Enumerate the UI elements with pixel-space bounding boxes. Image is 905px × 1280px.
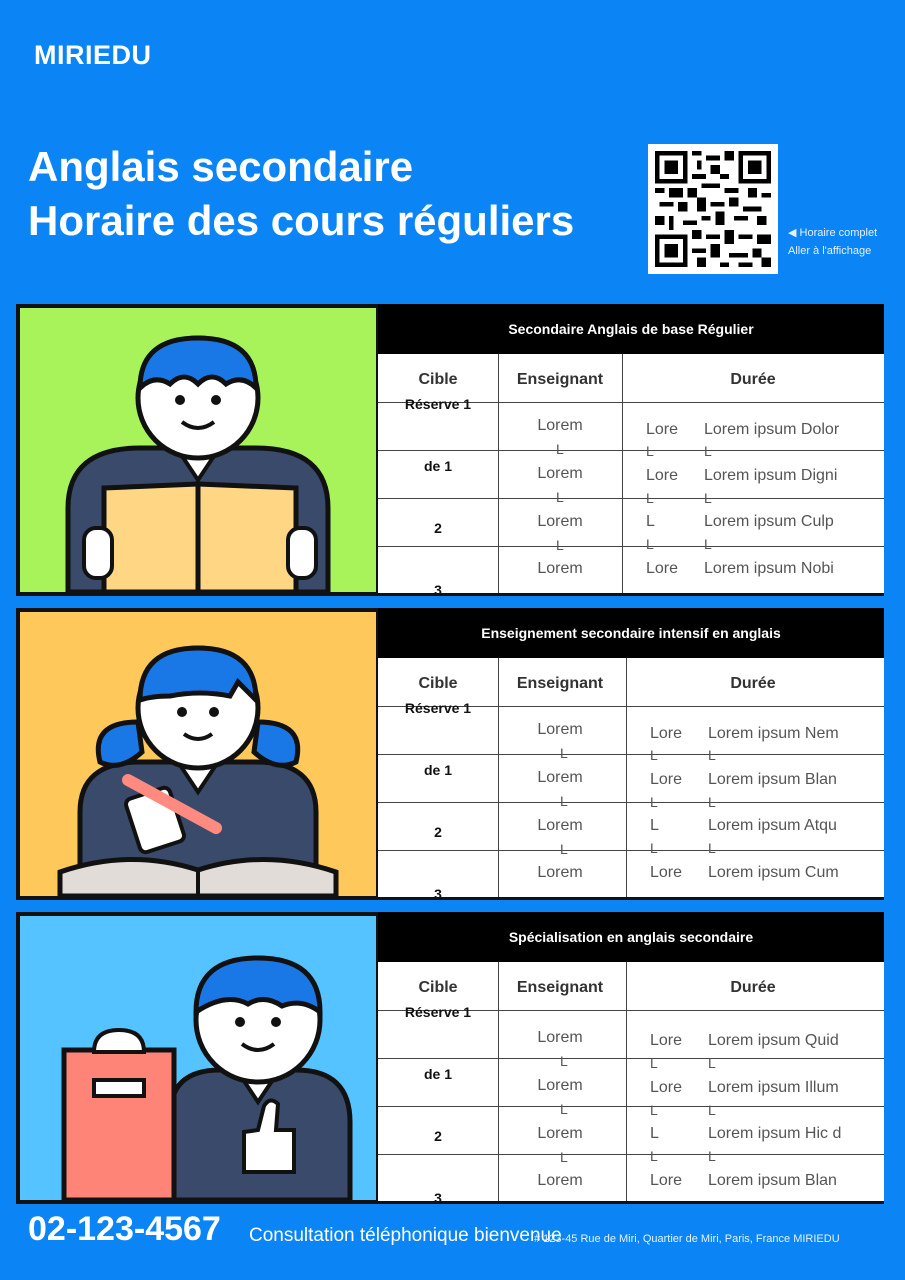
thumbs-up-student-icon (20, 916, 376, 1200)
qr-code[interactable] (648, 144, 778, 274)
address: # 123-45 Rue de Miri, Quartier de Miri, Paris, France MIRIEDU (534, 1233, 840, 1245)
row-target: Réserve 1 (404, 700, 472, 716)
row-teacher: Lorem (537, 1125, 583, 1142)
divider (378, 546, 884, 547)
row-target: de 1 (423, 1066, 452, 1082)
divider (378, 754, 884, 755)
divider (378, 498, 884, 499)
ghost-mark: L (704, 443, 712, 459)
ghost-mark: L (708, 1055, 716, 1071)
ghost-mark: L (556, 489, 564, 505)
schedule-table-3 (378, 912, 884, 1204)
qr-note[interactable] (788, 224, 877, 260)
row-target: 2 (434, 1128, 442, 1144)
row-duration: Lorem ipsum Hic d (708, 1125, 842, 1142)
row-target: 3 (434, 886, 442, 902)
column-header-duration: Durée (730, 371, 776, 388)
column-header-target: Cible (418, 979, 458, 996)
contact-phone[interactable]: 02-123-4567 (28, 1210, 221, 1248)
row-teacher: Lorem (537, 417, 583, 434)
row-target: 2 (434, 520, 442, 536)
title-line-2: Horaire des cours réguliers (28, 197, 575, 244)
table-heading: Secondaire Anglais de base Régulier (378, 304, 884, 354)
divider (626, 658, 627, 897)
row-duration: Lorem ipsum Digni (704, 467, 838, 484)
row-duration-short: Lore (646, 560, 679, 577)
ghost-mark: L (708, 747, 716, 763)
ghost-mark: L (650, 840, 658, 856)
ghost-mark: L (646, 490, 654, 506)
row-duration: Lorem ipsum Blan (708, 771, 837, 788)
divider (626, 962, 627, 1201)
row-duration-short: Lore (650, 1079, 683, 1096)
column-header-duration: Durée (730, 675, 776, 692)
row-target: Réserve 1 (404, 396, 472, 412)
divider (378, 850, 884, 851)
table-heading: Spécialisation en anglais secondaire (378, 912, 884, 962)
illustration-writing-student (16, 608, 380, 900)
divider (378, 802, 884, 803)
ghost-mark: L (646, 536, 654, 552)
ghost-mark: L (650, 1148, 658, 1164)
row-teacher: Lorem (537, 721, 583, 738)
ghost-mark: L (650, 1102, 658, 1118)
consultation-note: Consultation téléphonique bienvenue (249, 1225, 562, 1246)
row-target: de 1 (423, 762, 452, 778)
row-duration-short: Lore (650, 1032, 683, 1049)
ghost-mark: L (704, 490, 712, 506)
divider (378, 450, 884, 451)
row-duration-short: L (650, 817, 659, 834)
schedule-table-2 (378, 608, 884, 900)
row-duration: Lorem ipsum Atqu (708, 817, 837, 834)
divider (378, 1058, 884, 1059)
column-header-target: Cible (418, 371, 458, 388)
column-header-duration: Durée (730, 979, 776, 996)
row-duration-short: Lore (646, 421, 679, 438)
row-teacher: Lorem (537, 817, 583, 834)
row-teacher: Lorem (537, 465, 583, 482)
ghost-mark: L (708, 1148, 716, 1164)
course-section-1 (16, 304, 884, 596)
ghost-mark: L (560, 793, 568, 809)
row-duration: Lorem ipsum Illum (708, 1079, 839, 1096)
ghost-mark: L (708, 794, 716, 810)
row-target: 2 (434, 824, 442, 840)
row-target: Réserve 1 (404, 1004, 472, 1020)
row-duration: Lorem ipsum Quid (708, 1032, 839, 1049)
row-duration: Lorem ipsum Nem (708, 725, 839, 742)
row-duration-short: L (650, 1125, 659, 1142)
column-header-target: Cible (418, 675, 458, 692)
row-duration: Lorem ipsum Blan (708, 1172, 837, 1189)
ghost-mark: L (560, 841, 568, 857)
ghost-mark: L (560, 745, 568, 761)
row-teacher: Lorem (537, 864, 583, 881)
row-teacher: Lorem (537, 769, 583, 786)
row-teacher: Lorem (537, 1172, 583, 1189)
divider (622, 354, 623, 593)
page-title (28, 140, 574, 248)
row-duration: Lorem ipsum Nobi (704, 560, 834, 577)
row-duration-short: Lore (650, 725, 683, 742)
divider (378, 1154, 884, 1155)
table-heading: Enseignement secondaire intensif en anglais (378, 608, 884, 658)
row-target: 3 (434, 1190, 442, 1206)
divider (378, 1106, 884, 1107)
ghost-mark: L (560, 1053, 568, 1069)
row-target: de 1 (423, 458, 452, 474)
row-duration-short: Lore (646, 467, 679, 484)
row-duration-short: Lore (650, 771, 683, 788)
row-duration: Lorem ipsum Dolor (704, 421, 840, 438)
row-target: 3 (434, 582, 442, 598)
ghost-mark: L (650, 747, 658, 763)
qr-note-line-2: Aller à l'affichage (788, 245, 872, 257)
ghost-mark: L (646, 443, 654, 459)
ghost-mark: L (650, 794, 658, 810)
row-duration-short: Lore (650, 864, 683, 881)
column-header-teacher: Enseignant (516, 979, 604, 996)
course-section-2 (16, 608, 884, 900)
brand-logo: MIRIEDU (34, 40, 152, 70)
writing-student-icon (20, 612, 376, 896)
row-teacher: Lorem (537, 560, 583, 577)
illustration-thumbs-up-student (16, 912, 380, 1204)
ghost-mark: L (560, 1149, 568, 1165)
schedule-table-1 (378, 304, 884, 596)
row-teacher: Lorem (537, 1029, 583, 1046)
reading-student-icon (20, 308, 376, 592)
ghost-mark: L (708, 840, 716, 856)
course-section-3 (16, 912, 884, 1204)
column-header-teacher: Enseignant (516, 675, 604, 692)
row-duration-short: Lore (650, 1172, 683, 1189)
illustration-reading-student (16, 304, 380, 596)
row-duration: Lorem ipsum Cum (708, 864, 839, 881)
ghost-mark: L (560, 1101, 568, 1117)
ghost-mark: L (708, 1102, 716, 1118)
row-duration: Lorem ipsum Culp (704, 513, 834, 530)
ghost-mark: L (556, 537, 564, 553)
row-duration-short: L (646, 513, 655, 530)
column-header-teacher: Enseignant (516, 371, 604, 388)
ghost-mark: L (704, 536, 712, 552)
ghost-mark: L (650, 1055, 658, 1071)
ghost-mark: L (556, 441, 564, 457)
row-teacher: Lorem (537, 1077, 583, 1094)
qr-code-icon (655, 151, 771, 267)
title-line-1: Anglais secondaire (28, 143, 414, 190)
row-teacher: Lorem (537, 513, 583, 530)
qr-note-line-1: ◀ Horaire complet (788, 227, 878, 239)
